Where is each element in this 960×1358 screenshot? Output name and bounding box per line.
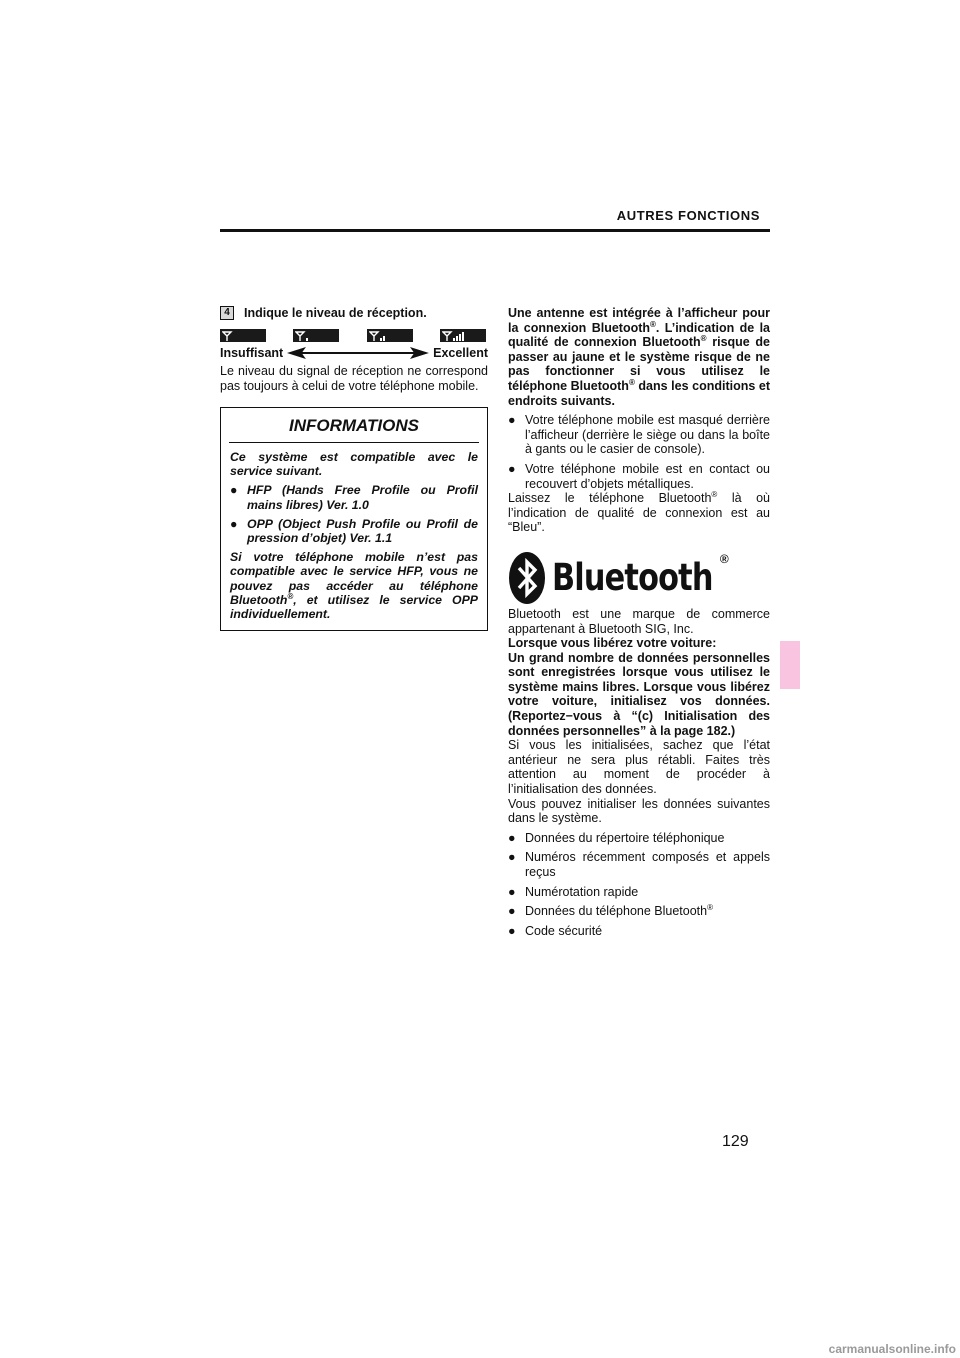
information-box xyxy=(220,407,488,631)
condition-item: Votre téléphone mobile est masqué derrière l’afficheur (derrière le siège ou dans la boîte à gants ou le casier de console). xyxy=(525,413,770,457)
range-high-label: Excellent xyxy=(433,345,488,360)
profile-hfp: HFP (Hands Free Profile ou Profil mains libres) Ver. 1.0 xyxy=(247,483,478,512)
information-note: Si votre téléphone mobile n’est pas compatible avec le service HFP, vous ne pouvez pas accéder au téléphone Bluetooth®, et utilisez le service OPP individuellement. xyxy=(230,550,478,621)
header-rule xyxy=(220,229,770,232)
bullet-icon: ● xyxy=(508,461,516,476)
bullet-icon: ● xyxy=(230,483,238,498)
warning-paragraph: Si vous les initialisées, sachez que l’état antérieur ne sera plus rétabli. Faites très attention au moment de procéder à l’initialisation des données. xyxy=(508,738,770,797)
section-title: AUTRES FONCTIONS xyxy=(616,208,760,223)
bullet-icon: ● xyxy=(508,923,516,938)
range-low-label: Insuffisant xyxy=(220,345,284,360)
signal-range xyxy=(220,346,488,361)
antenna-4-bars-icon xyxy=(440,329,486,342)
list-item xyxy=(508,831,770,846)
step-number-badge: 4 xyxy=(220,306,234,320)
bluetooth-wordmark: Bluetooth xyxy=(552,555,713,599)
data-item: Données du répertoire téléphonique xyxy=(525,830,725,845)
list-item xyxy=(508,413,770,457)
step-heading xyxy=(220,306,488,321)
data-item: Numéros récemment composés et appels reçus xyxy=(525,850,770,879)
data-item: Données du téléphone Bluetooth® xyxy=(525,903,713,919)
right-column xyxy=(508,306,770,938)
antenna-paragraph: Une antenne est intégrée à l’afficheur pour la connexion Bluetooth®. L’indication de la qualité de connexion Bluetooth® risque de passer au jaune et le système risque de ne pas fonctionner si vous utilisez le téléphone Bluetooth® dans les conditions et endroits suivants. xyxy=(508,306,771,408)
watermark: carmanualsonline.info xyxy=(828,1342,956,1356)
antenna-2-bars-icon xyxy=(367,329,413,342)
list-item xyxy=(508,904,770,919)
information-intro: Ce système est compatible avec le service suivant. xyxy=(230,449,478,479)
signal-note: Le niveau du signal de réception ne correspond pas toujours à celui de votre téléphone mobile. xyxy=(220,364,488,393)
data-item: Numérotation rapide xyxy=(525,884,639,899)
list-item xyxy=(230,483,478,511)
information-body xyxy=(221,443,487,630)
condition-item: Votre téléphone mobile est en contact ou recouvert d’objets métalliques. xyxy=(525,461,770,491)
leave-phone-paragraph: Laissez le téléphone Bluetooth® là où l’indication de qualité de connexion est au “Bleu”. xyxy=(508,489,770,535)
can-init-paragraph: Vous pouvez initialiser les données suivantes dans le système. xyxy=(508,796,770,826)
data-item: Code sécurité xyxy=(525,923,603,938)
bullet-icon: ● xyxy=(508,850,516,865)
bluetooth-logo xyxy=(508,549,770,607)
profile-opp: OPP (Object Push Profile ou Profil de pression d’objet) Ver. 1.1 xyxy=(247,516,478,545)
bullet-icon: ● xyxy=(508,904,516,919)
list-item xyxy=(508,850,770,879)
page-number: 129 xyxy=(722,1133,749,1150)
list-item xyxy=(230,517,478,545)
release-heading: Lorsque vous libérez votre voiture: xyxy=(508,636,717,651)
antenna-1-bar-icon xyxy=(293,329,339,342)
release-paragraph: Un grand nombre de données personnelles sont enregistrées lorsque vous utilisez le système mains libres. Lorsque vous libérez votre voiture, initialisez vos données. (Reportez−vous à “(c) Initialisation des données personnelles” à la page 182.) xyxy=(508,650,770,738)
list-item xyxy=(508,885,770,900)
signal-level-icons xyxy=(220,329,488,342)
trademark-paragraph: Bluetooth est une marque de commerce appartenant à Bluetooth SIG, Inc. xyxy=(508,606,770,636)
registered-mark: ® xyxy=(719,551,729,566)
list-item xyxy=(508,462,770,491)
bluetooth-rune-icon xyxy=(508,551,546,605)
chapter-tab xyxy=(780,641,800,689)
antenna-0-bars-icon xyxy=(220,329,266,342)
list-item xyxy=(508,924,770,939)
bullet-icon: ● xyxy=(508,884,516,899)
bullet-icon: ● xyxy=(508,830,516,845)
bullet-icon: ● xyxy=(230,516,238,531)
double-arrow-icon xyxy=(287,346,429,360)
information-title: INFORMATIONS xyxy=(229,408,479,443)
left-column xyxy=(220,306,488,631)
step-title: Indique le niveau de réception. xyxy=(244,306,427,320)
bullet-icon: ● xyxy=(508,413,516,428)
